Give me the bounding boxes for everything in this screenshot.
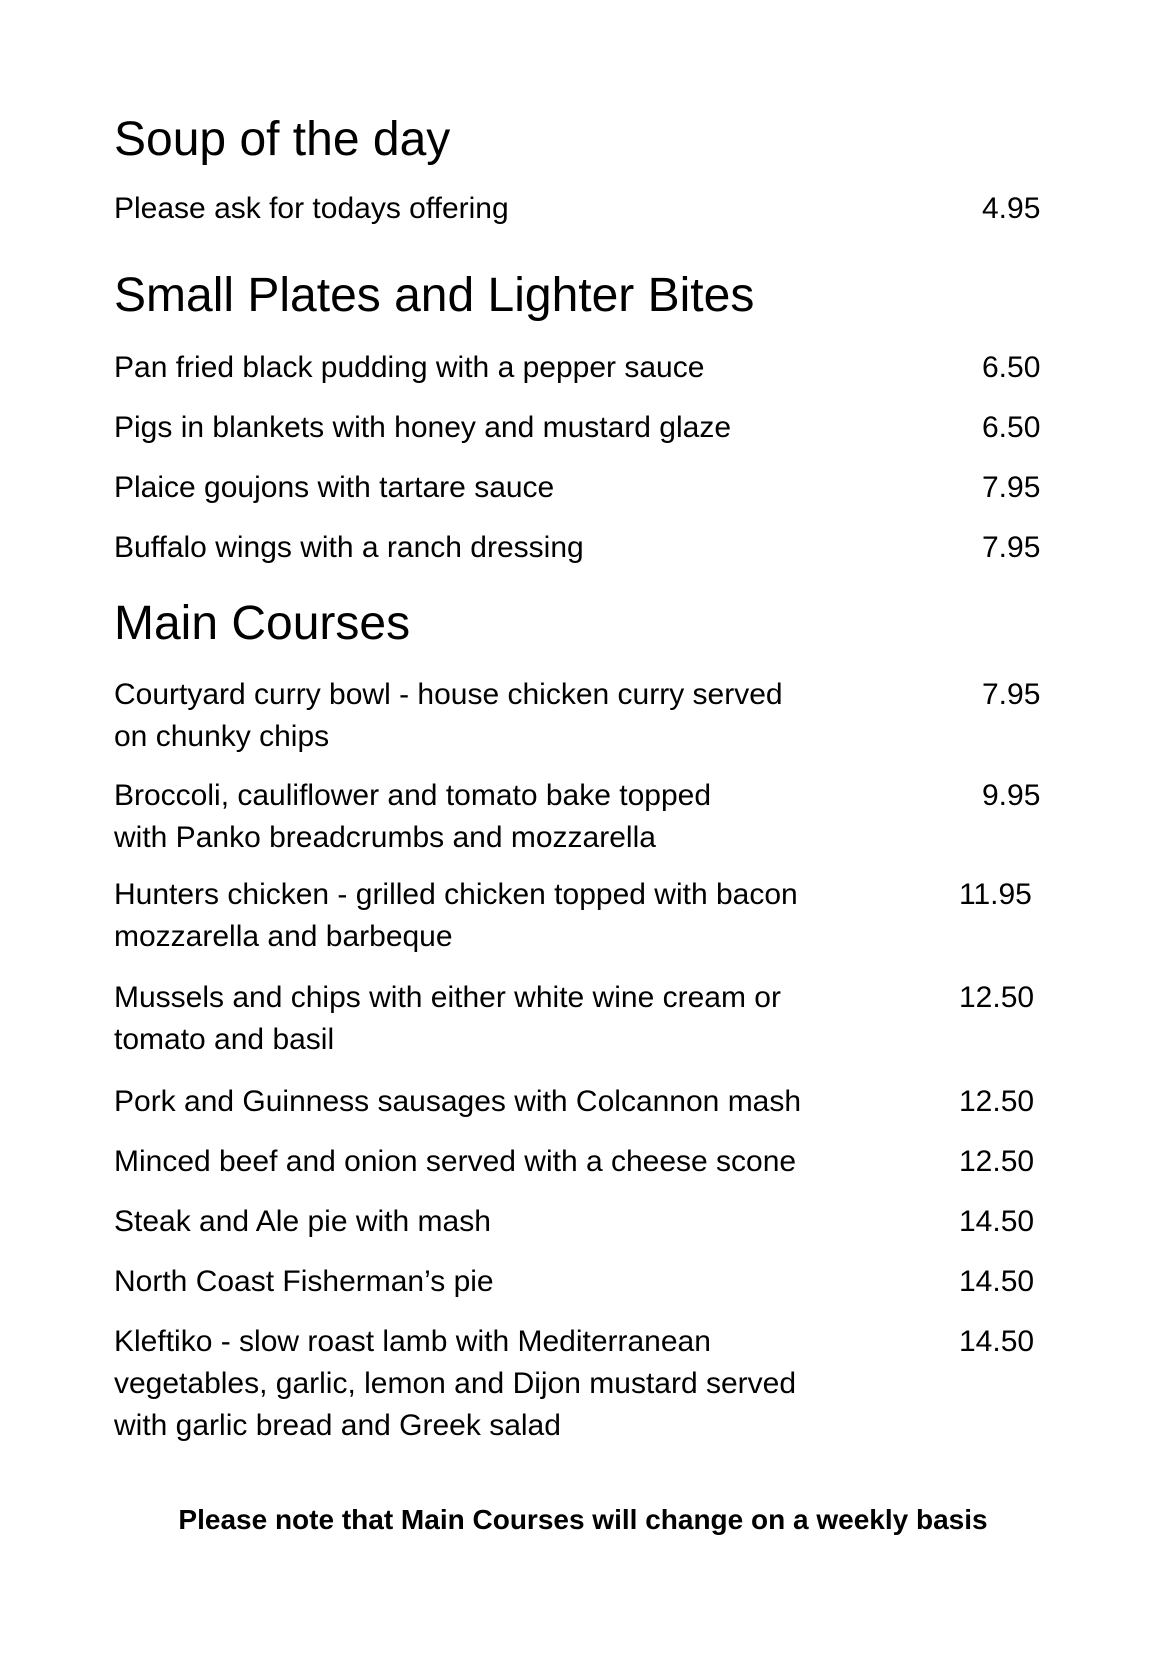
item-price: 14.50 (959, 1205, 1035, 1238)
item-price: 12.50 (959, 1145, 1035, 1178)
item-price: 9.95 (982, 779, 1041, 812)
item-description: Hunters chicken - grilled chicken topped with bacon mozzarella and barbeque (114, 878, 798, 953)
item-price: 7.95 (982, 471, 1041, 504)
section-heading-main-courses: Main Courses (114, 597, 411, 650)
section-heading-small-plates: Small Plates and Lighter Bites (114, 269, 755, 322)
item-description: Broccoli, cauliflower and tomato bake topped with Panko breadcrumbs and mozzarella (114, 779, 712, 854)
item-price: 12.50 (959, 981, 1035, 1014)
item-description: Courtyard curry bowl - house chicken curry served on chunky chips (114, 678, 783, 753)
item-price: 11.95 (959, 878, 1032, 911)
item-price: 7.95 (982, 531, 1041, 564)
item-description: Plaice goujons with tartare sauce (114, 471, 555, 504)
item-price: 12.50 (959, 1085, 1035, 1118)
item-price: 7.95 (982, 678, 1041, 711)
section-heading-soup: Soup of the day (114, 113, 451, 166)
item-description: Pigs in blankets with honey and mustard glaze (114, 411, 732, 444)
item-description: Buffalo wings with a ranch dressing (114, 531, 584, 564)
item-price: 14.50 (959, 1265, 1035, 1298)
item-description: Pork and Guinness sausages with Colcannon mash (114, 1085, 802, 1118)
item-price: 14.50 (959, 1325, 1035, 1358)
item-description: North Coast Fisherman’s pie (114, 1265, 494, 1298)
item-description: Please ask for todays offering (114, 192, 509, 225)
item-description: Pan fried black pudding with a pepper sauce (114, 351, 705, 384)
item-price: 6.50 (982, 411, 1041, 444)
item-price: 4.95 (982, 192, 1041, 225)
item-description: Steak and Ale pie with mash (114, 1205, 491, 1238)
item-description: Mussels and chips with either white wine cream or tomato and basil (114, 981, 781, 1056)
weekly-change-note: Please note that Main Courses will change on a weekly basis (178, 1504, 988, 1535)
item-description: Kleftiko - slow roast lamb with Mediterranean vegetables, garlic, lemon and Dijon mustard served with garlic bread and Greek salad (114, 1325, 797, 1442)
item-price: 6.50 (982, 351, 1041, 384)
item-description: Minced beef and onion served with a cheese scone (114, 1145, 797, 1178)
